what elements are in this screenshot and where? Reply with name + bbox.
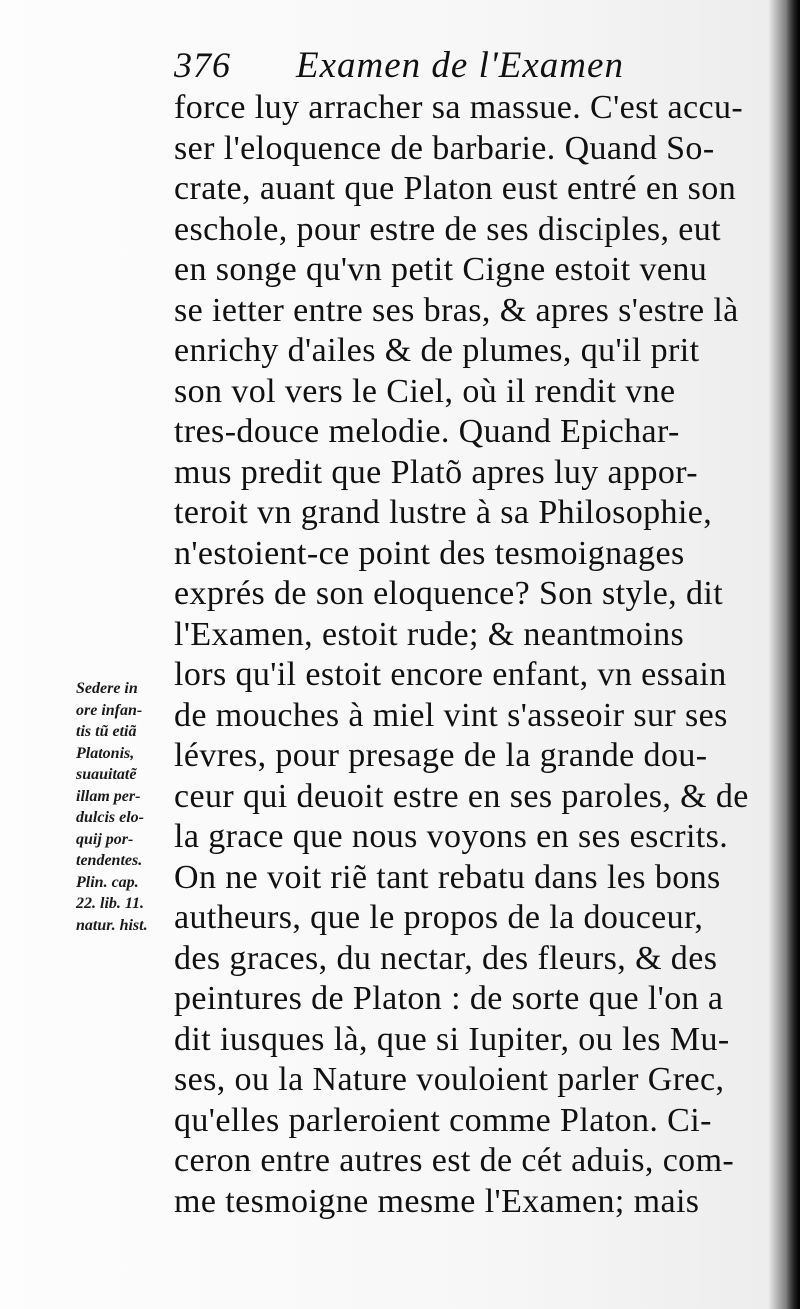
body-line: de mouches à miel vint s'asseoir sur ses (174, 696, 728, 734)
margin-note-line: Platonis, (76, 744, 135, 762)
body-line: ser l'eloquence de barbarie. Quand So- (174, 129, 715, 167)
body-line: ceron entre autres est de cét aduis, com- (174, 1142, 735, 1179)
margin-note-line: tendentes. (76, 852, 143, 869)
margin-note-line: dulcis elo- (76, 809, 144, 826)
margin-note-line: 22. lib. 11. (76, 895, 145, 912)
body-line: peintures de Platon : de sorte que l'on a (174, 980, 724, 1017)
body-line: On ne voit riẽ tant rebatu dans les bons (174, 858, 721, 896)
body-line: exprés de son eloquence? Son style, dit (174, 575, 724, 612)
page-number: 376 (174, 45, 231, 85)
margin-note-line: quij por- (76, 830, 134, 848)
body-line: lévres, pour presage de la grande dou- (174, 737, 708, 774)
body-line: enrichy d'ailes & de plumes, qu'il prit (174, 332, 700, 369)
running-title: Examen de l'Examen (296, 45, 624, 86)
body-line: ceur qui deuoit estre en ses paroles, & de (174, 777, 749, 815)
margin-note (76, 678, 180, 936)
margin-note-line: natur. hist. (76, 916, 148, 934)
body-line: force luy arracher sa massue. C'est accu- (174, 89, 744, 126)
body-line: qu'elles parleroient comme Platon. Ci- (174, 1101, 712, 1139)
body-line: son vol vers le Ciel, où il rendit vne (174, 372, 676, 410)
page-edge-shadow (786, 0, 800, 1309)
margin-note-line: tis tũ etiã (76, 723, 137, 740)
body-line: crate, auant que Platon eust entré en son (174, 170, 737, 207)
margin-note-line: illam per- (76, 787, 141, 805)
body-line: teroit vn grand lustre à sa Philosophie, (174, 494, 713, 531)
margin-note-line: suauitatẽ (76, 766, 137, 783)
body-line: ses, ou la Nature vouloient parler Grec, (174, 1061, 725, 1098)
body-line: en songe qu'vn petit Cigne estoit venu (174, 251, 708, 288)
body-line: lors qu'il estoit encore enfant, vn essain (174, 656, 727, 693)
body-line: tres-douce melodie. Quand Epichar- (174, 413, 680, 450)
margin-note-line: ore infan- (76, 701, 143, 719)
body-line: me tesmoigne mesme l'Examen; mais (174, 1182, 700, 1220)
body-line: dit iusques là, que si Iupiter, ou les Mu- (174, 1020, 730, 1058)
body-line: la grace que nous voyons en ses escrits. (174, 818, 729, 855)
page-header (174, 40, 734, 92)
body-line: se ietter entre ses bras, & apres s'estre là (174, 291, 739, 329)
body-text (174, 88, 749, 1222)
body-line: n'estoient-ce point des tesmoignages (174, 534, 685, 572)
body-line: autheurs, que le propos de la douceur, (174, 899, 704, 936)
margin-note-line: Plin. cap. (76, 873, 139, 891)
margin-note-line: Sedere in (76, 680, 138, 697)
body-line: mus predit que Platõ apres luy appor- (174, 453, 699, 491)
body-line: des graces, du nectar, des fleurs, & des (174, 939, 718, 977)
body-line: eschole, pour estre de ses disciples, eut (174, 210, 722, 248)
body-line: l'Examen, estoit rude; & neantmoins (174, 615, 685, 653)
